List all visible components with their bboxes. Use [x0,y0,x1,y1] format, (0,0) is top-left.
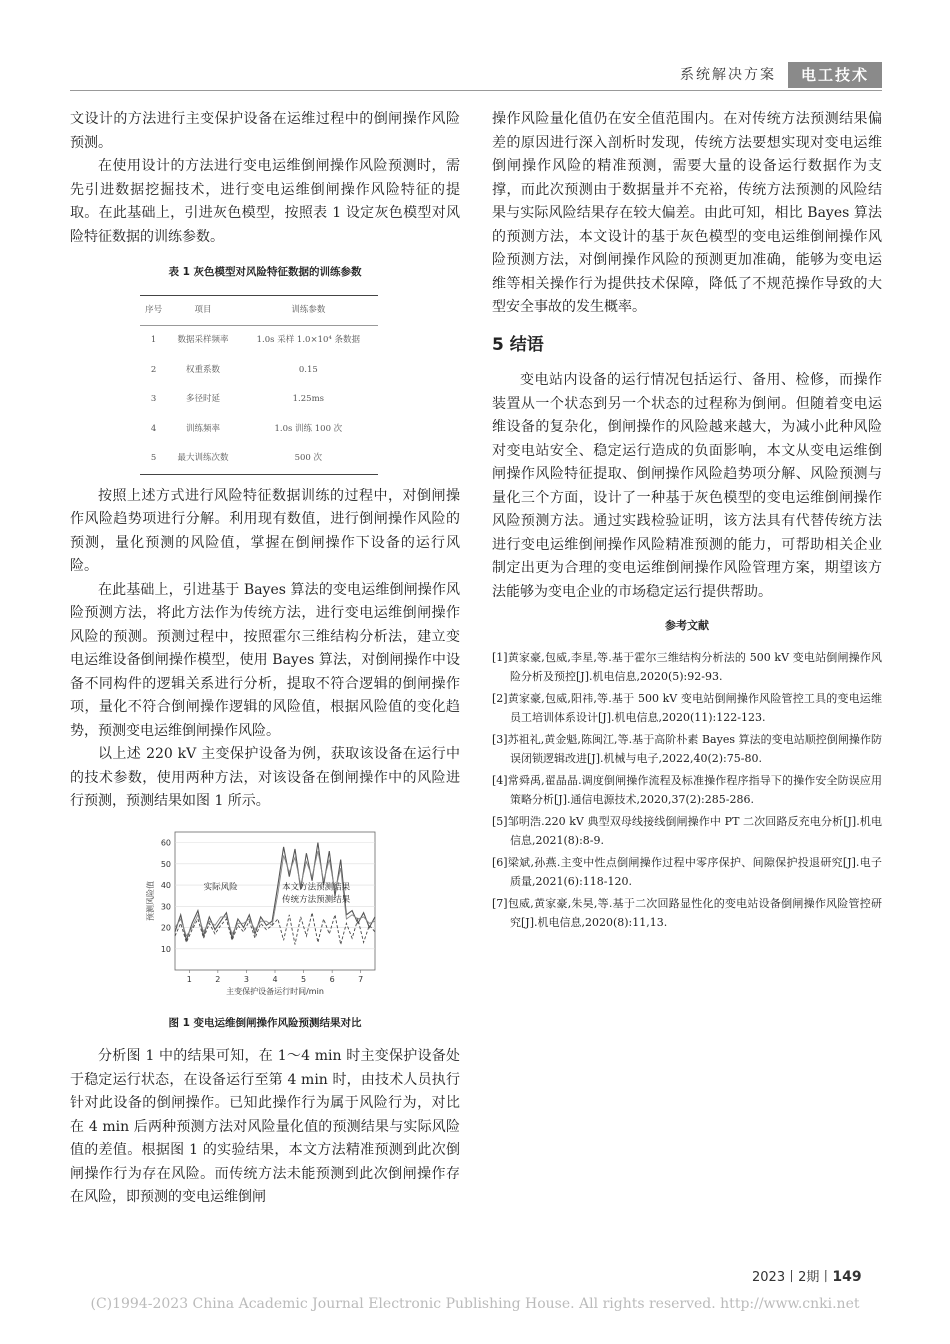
table-cell: 多径时延 [185,394,220,404]
annotation-proposed-method: 本文方法预测结果 [282,881,351,892]
y-tick-label: 10 [160,944,171,954]
y-tick-label: 40 [160,880,171,890]
table-cell: 最大训练次数 [177,453,229,463]
paragraph: 在使用设计的方法进行变电运维倒闸操作风险预测时，需先引进数据挖掘技术，进行变电运维倒闸操作风险特征的提取。在此基础上，引进灰色模型，按照表 1 设定灰色模型对风险特征数据的训练参数。 [70,158,460,245]
y-tick-label: 50 [160,859,171,869]
table-cell: 0.15 [298,364,318,375]
table-cell: 5 [150,453,157,463]
x-tick-label: 6 [329,974,335,984]
table-cell: 训练频率 [185,423,220,434]
table-cell: 1.0s 采样 1.0×10⁴ 条数据 [256,335,360,345]
y-tick-label: 30 [160,901,171,911]
table-cell: 1.0s 训练 100 次 [274,423,343,434]
paragraph: 按照上述方式进行风险特征数据训练的过程中，对倒闸操作风险趋势项进行分解。利用现有数值，进行倒闸操作风险的预测，量化预测的风险值，掌握在倒闸操作下设备的运行风险。 [70,487,460,574]
y-tick-label: 20 [160,923,171,933]
page-number: 149 [832,1269,862,1285]
table-header: 训练参数 [291,304,326,315]
x-tick-label: 2 [215,974,221,984]
parameter-table [140,295,378,475]
annotation-actual-risk: 实际风险 [203,881,238,892]
table-caption: 表 1 灰色模型对风险特征数据的训练参数 [168,266,362,278]
table-cell: 数据采样频率 [177,335,229,345]
table-cell: 500 次 [294,453,323,463]
reference-item: [1]黄家豪,包威,李星,等.基于霍尔三维结构分析法的 500 kV 变电站倒闸操作风险分析及预控[J].机电信息,2020(5):92-93. [492,650,882,683]
x-tick-label: 5 [301,974,307,984]
table-cell: 1 [150,335,157,345]
reference-item: [4]常舜禹,翟晶晶.调度倒闸操作流程及标准操作程序指导下的操作安全防误应用策略分析[J].通信电源技术,2020,37(2):285-286. [492,773,882,806]
risk-chart [70,822,460,1000]
copyright-watermark: (C)1994-2023 China Academic Journal Electronic Publishing House. All rights reserved. http://www.cnki.net [90,1296,860,1312]
reference-item: [7]包威,黄家豪,朱昊,等.基于二次回路显性化的变电站设备倒闸操作风险管控研究[J].机电信息,2020(8):11,13. [492,896,882,929]
table-cell: 3 [150,394,157,404]
y-axis-label: 预测风险值 [146,880,155,921]
annotation-traditional-method: 传统方法预测结果 [282,894,351,905]
references-title: 参考文献 [665,619,709,632]
page-footer [752,1266,862,1285]
table-row [140,415,378,445]
paragraph: 分析图 1 中的结果可知，在 1～4 min 时主变保护设备处于稳定运行状态，在设备运行至第 4 min 时，由技术人员执行针对此设备的倒闸操作。已知此操作行为属于风险行为，对比在 4 min 后两种预测方法对风险量化值的预测结果与实际风险值的差值。根据图 1 的实验结果，本文方法精准预测到此次倒闸操作行为存在风险。而传统方法未能预测到此次倒闸操作存在风险，即预测的变电运维倒闸 [70,1048,460,1205]
table-cell: 1.25ms [292,394,324,404]
header-section: 系统解决方案 [680,67,776,83]
table-row [140,385,378,415]
paragraph: 在此基础上，引进基于 Bayes 算法的变电运维倒闸操作风险预测方法，将此方法作为传统方法，进行变电运维倒闸操作风险的预测。预测过程中，按照霍尔三维结构分析法，建立变电运维设备倒闸操作模型，使用 Bayes 算法，对倒闸操作中设备不同构件的逻辑关系进行分析，提取不符合逻辑的倒闸操作项，量化不符合倒闸操作逻辑的风险值，根据风险值的变化趋势，预测变电运维倒闸操作风险。 [70,581,460,739]
issue-label: 2023丨2期丨 [752,1270,833,1285]
x-tick-label: 4 [272,974,278,984]
x-tick-label: 3 [243,974,249,984]
left-column [70,108,460,1210]
header-rule [70,90,882,91]
journal-badge: 电工技术 [788,62,882,88]
reference-item: [2]黄家豪,包威,阳祎,等.基于 500 kV 变电站倒闸操作风险管控工具的变电运维员工培训体系设计[J].机电信息,2020(11):122-123. [492,691,882,724]
table-row [140,326,378,356]
figure-caption: 图 1 变电运维倒闸操作风险预测结果对比 [168,1016,362,1029]
table-row [140,444,378,474]
table-header-row [140,295,378,326]
table-cell: 2 [150,364,157,375]
right-column [492,108,882,935]
reference-item: [6]梁斌,孙燕.主变中性点倒闸操作过程中零序保护、间隙保护投退研究[J].电子质量,2021(6):118-120. [492,855,882,888]
figure-1 [70,822,460,1000]
table-header: 项目 [194,304,212,315]
paragraph: 以上述 220 kV 主变保护设备为例，获取该设备在运行中的技术参数，使用两种方法，对该设备在倒闸操作中的风险进行预测，预测结果如图 1 所示。 [70,746,460,809]
x-tick-label: 7 [358,974,364,984]
reference-item: [5]邹明浩.220 kV 典型双母线接线倒闸操作中 PT 二次回路反充电分析[J].机电信息,2021(8):8-9. [492,814,882,847]
table-cell: 4 [150,423,157,434]
section-title: 5 结语 [492,334,544,355]
paragraph: 变电站内设备的运行情况包括运行、备用、检修，而操作装置从一个状态到另一个状态的过程称为倒闸。但随着变电运维设备的复杂化，倒闸操作的风险越来越大，为减小此种风险对变电站安全、稳定运行造成的负面影响，本文从变电运维倒闸操作风险特征提取、倒闸操作风险趋势项分解、风险预测与量化三个方面，设计了一种基于灰色模型的变电运维倒闸操作风险预测方法。通过实践检验证明，该方法具有代替传统方法进行变电运维倒闸操作风险精准预测的能力，可帮助相关企业制定出更为合理的变电运维倒闸操作风险管理方案，期望该方法能够为变电企业的市场稳定运行提供帮助。 [492,372,882,600]
reference-item: [3]苏祖礼,黄金魁,陈闽江,等.基于高阶朴素 Bayes 算法的变电站顺控倒闸操作防误闭锁逻辑改进[J].机械与电子,2022,40(2):75-80. [492,732,882,765]
x-axis-label: 主变保护设备运行时间/min [226,986,324,996]
paragraph: 操作风险量化值仍在安全值范围内。在对传统方法预测结果偏差的原因进行深入剖析时发现，传统方法要想实现对变电运维倒闸操作风险的精准预测，需要大量的设备运行数据作为支撑，而此次预测由于数据量并不充裕，传统方法预测的风险结果与实际风险结果存在较大偏差。由此可知，相比 Bayes 算法的预测方法，本文设计的基于灰色模型的变电运维倒闸操作风险预测方法，对倒闸操作风险的预测更加准确，能够为变电运维等相关操作行为提供技术保障，降低了不规范操作导致的大型安全事故的发生概率。 [492,111,882,315]
paragraph: 文设计的方法进行主变保护设备在运维过程中的倒闸操作风险预测。 [70,111,460,151]
table-row [140,356,378,386]
table-cell: 权重系数 [185,364,220,375]
table-header: 序号 [145,304,163,315]
y-tick-label: 60 [160,838,171,848]
x-tick-label: 1 [186,974,192,984]
